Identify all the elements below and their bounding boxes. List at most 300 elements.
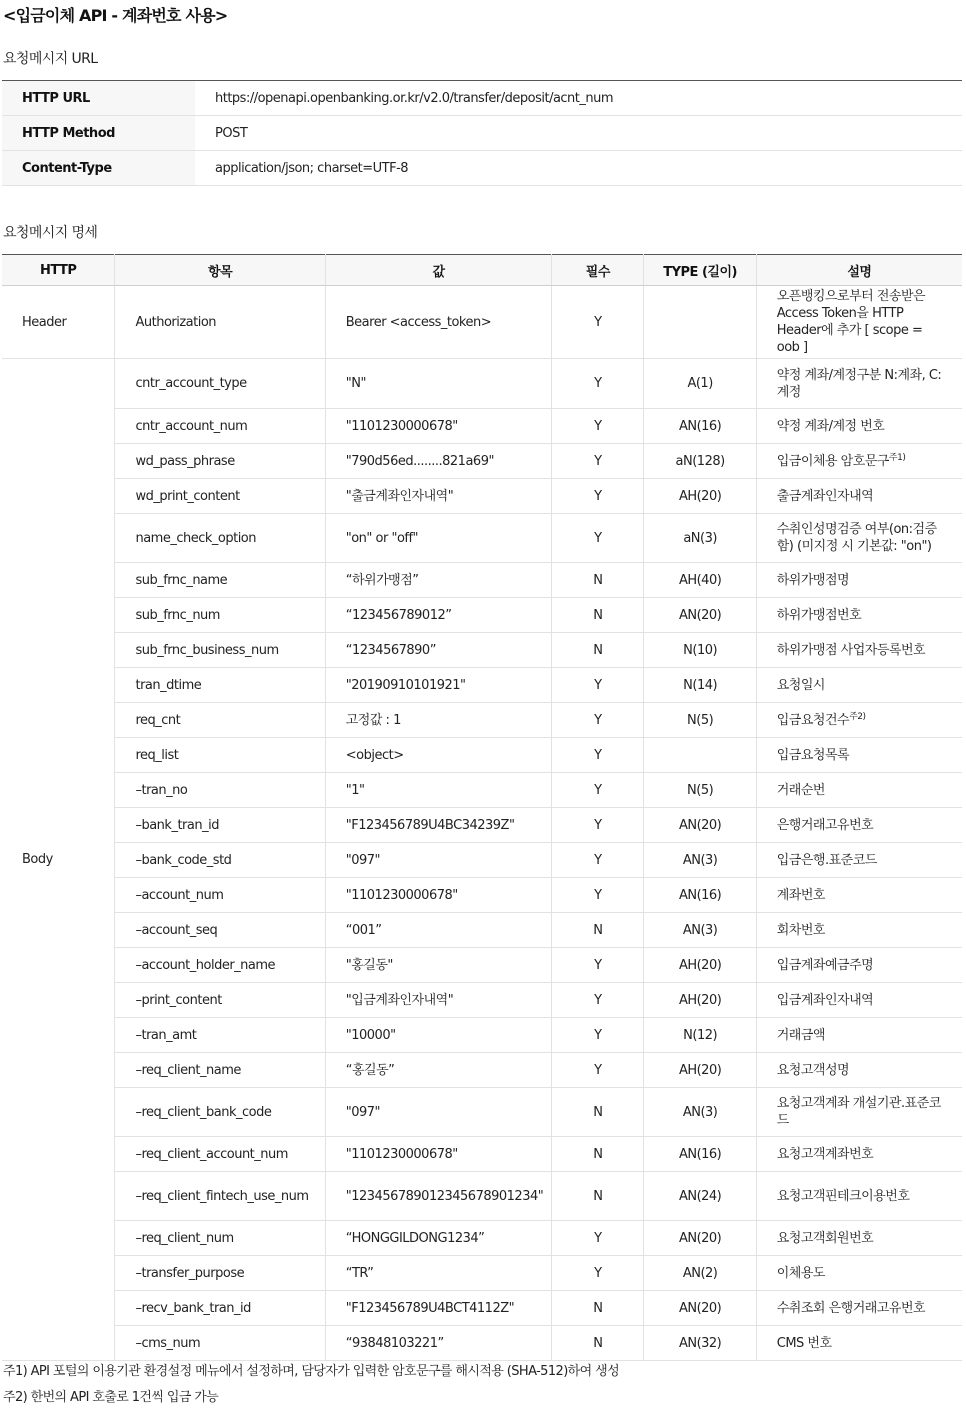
type-cell	[644, 479, 756, 514]
description-cell-text: 요청고객성명	[776, 1062, 850, 1078]
footnote-1: 주1) API 포털의 이용기관 환경설정 메뉴에서 설정하며, 담당자가 입력한 암호문구를 해시적용 (SHA-512)하여 생성	[3, 1364, 620, 1379]
value-cell-text: “123456789012”	[345, 607, 452, 623]
field-cell-text: –account_num	[135, 887, 224, 903]
table-row	[2, 286, 962, 359]
required-cell-text: Y	[594, 817, 602, 833]
field-cell	[115, 514, 325, 563]
description-cell	[756, 1172, 962, 1221]
value-cell-text: “HONGGILDONG1234”	[345, 1230, 485, 1246]
field-cell	[115, 1291, 325, 1326]
required-cell	[552, 1137, 644, 1172]
field-cell	[115, 668, 325, 703]
type-cell-text: N(5)	[687, 782, 714, 798]
required-cell	[552, 773, 644, 808]
description-cell-text: 입금이체용 암호문구	[776, 453, 889, 469]
type-cell	[644, 1256, 756, 1291]
required-cell-text: N	[593, 1335, 603, 1351]
type-cell	[644, 1326, 756, 1361]
type-cell	[644, 668, 756, 703]
description-cell-text: 요청고객회원번호	[776, 1230, 874, 1246]
required-cell-text: Y	[594, 852, 602, 868]
value-cell	[325, 1053, 551, 1088]
required-cell	[552, 633, 644, 668]
required-cell	[552, 1221, 644, 1256]
table-row	[2, 703, 962, 738]
table-row	[2, 151, 962, 186]
value-cell-text: “1234567890”	[345, 642, 436, 658]
type-cell	[644, 598, 756, 633]
value-cell	[325, 1018, 551, 1053]
table-row	[2, 668, 962, 703]
required-cell	[552, 514, 644, 563]
page-title: <입금이체 API - 계좌번호 사용>	[3, 6, 228, 25]
field-cell	[115, 409, 325, 444]
value-cell	[325, 444, 551, 479]
field-cell	[115, 878, 325, 913]
value-cell-text: "F123456789U4BC34239Z"	[345, 817, 515, 833]
type-cell	[644, 808, 756, 843]
value-cell	[325, 1221, 551, 1256]
field-cell-text: –tran_amt	[135, 1027, 197, 1043]
table-row	[2, 1326, 962, 1361]
description-cell	[756, 843, 962, 878]
description-cell	[756, 983, 962, 1018]
field-cell-text: cntr_account_type	[135, 376, 247, 391]
table-row	[2, 444, 962, 479]
value-cell	[325, 633, 551, 668]
table-row	[2, 598, 962, 633]
type-cell	[644, 948, 756, 983]
value-cell	[325, 668, 551, 703]
type-cell-text: AN(3)	[682, 1104, 718, 1120]
field-cell-text: req_cnt	[135, 712, 181, 728]
field-cell	[115, 359, 325, 409]
description-cell-text: 오픈뱅킹으로부터 전송받은 Access Token을 HTTP Header에 추가 [ scope = oob ]	[776, 289, 926, 355]
description-cell-text: 입금계좌인자내역	[776, 992, 874, 1008]
field-cell	[115, 738, 325, 773]
type-cell-text: N(5)	[687, 712, 714, 728]
value-cell	[325, 843, 551, 878]
description-cell	[756, 444, 962, 479]
required-cell	[552, 359, 644, 409]
description-cell	[756, 703, 962, 738]
field-cell-text: –req_client_num	[135, 1230, 234, 1246]
required-cell-text: Y	[594, 530, 602, 546]
type-cell	[644, 286, 756, 359]
description-cell-text: 하위가맹점번호	[776, 607, 862, 623]
field-cell-text: –cms_num	[135, 1335, 201, 1351]
description-cell	[756, 563, 962, 598]
required-cell	[552, 1256, 644, 1291]
required-cell	[552, 409, 644, 444]
value-cell	[325, 878, 551, 913]
description-cell	[756, 598, 962, 633]
table-row	[2, 843, 962, 878]
field-cell	[115, 703, 325, 738]
value-cell-text: “TR”	[345, 1265, 374, 1281]
table-row	[2, 359, 962, 409]
value-cell	[325, 514, 551, 563]
type-cell	[644, 1172, 756, 1221]
required-cell-text: Y	[594, 376, 602, 391]
required-cell-text: N	[593, 642, 603, 658]
required-cell	[552, 1291, 644, 1326]
description-cell	[756, 1221, 962, 1256]
description-cell	[756, 1053, 962, 1088]
table-row	[2, 563, 962, 598]
description-cell-text: 거래금액	[776, 1027, 825, 1043]
table-row	[2, 808, 962, 843]
required-cell-text: N	[593, 922, 603, 938]
required-cell	[552, 1018, 644, 1053]
description-cell	[756, 514, 962, 563]
description-cell	[756, 948, 962, 983]
footnote-2: 주2) 한번의 API 호출로 1건씩 입금 가능	[3, 1390, 219, 1405]
value-cell	[325, 359, 551, 409]
type-cell	[644, 878, 756, 913]
description-cell	[756, 738, 962, 773]
value-cell	[325, 1137, 551, 1172]
value-cell-text: “93848103221”	[345, 1335, 444, 1351]
description-cell-text: CMS 번호	[776, 1335, 832, 1351]
description-cell-text: 은행거래고유번호	[776, 817, 874, 833]
required-cell-text: Y	[594, 712, 602, 728]
field-cell	[115, 598, 325, 633]
required-cell-text: Y	[594, 957, 602, 973]
field-cell	[115, 948, 325, 983]
footnote-marker: 주2)	[849, 711, 866, 722]
required-cell	[552, 1053, 644, 1088]
type-cell-text: AN(20)	[678, 1230, 722, 1246]
table-row	[2, 948, 962, 983]
field-cell-text: Authorization	[135, 314, 217, 330]
type-cell-text: AN(16)	[678, 418, 722, 434]
field-cell-text: cntr_account_num	[135, 418, 248, 434]
description-cell	[756, 1326, 962, 1361]
description-cell	[756, 479, 962, 514]
description-cell-text: 하위가맹점 사업자등록번호	[776, 642, 926, 658]
value-cell	[325, 286, 551, 359]
field-cell	[115, 773, 325, 808]
type-cell	[644, 514, 756, 563]
type-cell	[644, 633, 756, 668]
type-cell-text: AN(3)	[682, 922, 718, 938]
required-cell-text: Y	[594, 992, 602, 1008]
table-row	[2, 773, 962, 808]
description-cell	[756, 359, 962, 409]
field-cell-text: –print_content	[135, 992, 222, 1008]
type-cell-text: AN(20)	[678, 1300, 722, 1316]
type-cell-text: A(1)	[687, 376, 713, 391]
value-cell	[325, 598, 551, 633]
required-cell	[552, 913, 644, 948]
value-cell-text: "1101230000678"	[345, 418, 458, 434]
required-cell	[552, 948, 644, 983]
url-section-title: 요청메시지 URL	[3, 51, 98, 67]
description-cell	[756, 1291, 962, 1326]
value-cell	[325, 1326, 551, 1361]
required-cell-text: Y	[594, 418, 602, 434]
value-cell-text: “하위가맹점”	[345, 572, 419, 588]
field-cell	[115, 1088, 325, 1137]
type-cell-text: AH(20)	[678, 957, 722, 973]
field-cell	[115, 1137, 325, 1172]
method-key: HTTP Method	[2, 116, 195, 151]
description-cell	[756, 668, 962, 703]
type-cell	[644, 563, 756, 598]
description-cell-text: 수취인성명검증 여부(on:검증함) (미지정 시 기본값: "on")	[776, 522, 937, 554]
description-cell	[756, 1088, 962, 1137]
value-cell	[325, 563, 551, 598]
value-cell-text: "입금계좌인자내역"	[345, 992, 454, 1008]
type-cell-text: aN(128)	[675, 453, 725, 469]
value-cell	[325, 703, 551, 738]
required-cell-text: Y	[594, 1230, 602, 1246]
required-cell-text: N	[593, 1300, 603, 1316]
value-cell	[325, 738, 551, 773]
field-cell-text: –recv_bank_tran_id	[135, 1300, 251, 1316]
field-cell-text: –account_holder_name	[135, 957, 276, 973]
field-cell-text: wd_pass_phrase	[135, 453, 235, 469]
field-cell	[115, 1053, 325, 1088]
table-row	[2, 633, 962, 668]
field-cell	[115, 1018, 325, 1053]
required-cell	[552, 808, 644, 843]
content-type-value: application/json; charset=UTF-8	[195, 151, 962, 186]
column-header: 항목	[115, 255, 325, 286]
description-cell	[756, 1018, 962, 1053]
column-header: 설명	[756, 255, 962, 286]
field-cell	[115, 286, 325, 359]
type-cell-text: AN(24)	[678, 1188, 722, 1204]
field-cell	[115, 1172, 325, 1221]
table-row	[2, 514, 962, 563]
value-cell-text: "홍길동"	[345, 957, 393, 973]
value-cell-text: "1101230000678"	[345, 887, 458, 903]
required-cell	[552, 563, 644, 598]
field-cell	[115, 808, 325, 843]
value-cell	[325, 983, 551, 1018]
required-cell-text: Y	[594, 453, 602, 469]
value-cell-text: “홍길동”	[345, 1062, 395, 1078]
type-cell	[644, 1221, 756, 1256]
value-cell-text: "097"	[345, 852, 381, 868]
value-cell-text: "출금계좌인자내역"	[345, 488, 454, 504]
type-cell	[644, 409, 756, 444]
table-row	[2, 983, 962, 1018]
table-row	[2, 1172, 962, 1221]
description-cell	[756, 1137, 962, 1172]
type-cell	[644, 773, 756, 808]
value-cell-text: "1101230000678"	[345, 1146, 458, 1162]
description-cell-text: 요청고객핀테크이용번호	[776, 1188, 910, 1204]
description-cell-text: 회차번호	[776, 922, 825, 938]
value-cell	[325, 913, 551, 948]
type-cell	[644, 1137, 756, 1172]
required-cell-text: N	[593, 607, 603, 623]
column-header: HTTP	[2, 255, 115, 286]
field-cell-text: –tran_no	[135, 782, 188, 798]
http-group-header: Header	[2, 286, 115, 359]
required-cell	[552, 479, 644, 514]
type-cell-text: AH(20)	[678, 992, 722, 1008]
description-cell-text: 입금은행.표준코드	[776, 852, 877, 868]
description-cell-text: 요청고객계좌 개설기관.표준코드	[776, 1096, 941, 1128]
field-cell	[115, 1256, 325, 1291]
description-cell-text: 이체용도	[776, 1265, 825, 1281]
type-cell	[644, 843, 756, 878]
type-cell	[644, 359, 756, 409]
type-cell	[644, 983, 756, 1018]
table-row	[2, 1221, 962, 1256]
value-cell	[325, 409, 551, 444]
required-cell	[552, 1172, 644, 1221]
required-cell	[552, 668, 644, 703]
field-cell-text: –req_client_name	[135, 1062, 241, 1078]
value-cell	[325, 1291, 551, 1326]
value-cell-text: <object>	[345, 747, 404, 763]
http-group-body: Body	[2, 359, 115, 1361]
required-cell	[552, 1326, 644, 1361]
description-cell-text: 입금요청목록	[776, 747, 850, 763]
field-cell-text: –req_client_bank_code	[135, 1104, 272, 1120]
required-cell	[552, 286, 644, 359]
type-cell-text: AN(16)	[678, 887, 722, 903]
value-cell	[325, 1172, 551, 1221]
field-cell-text: sub_frnc_business_num	[135, 642, 279, 658]
field-cell	[115, 1221, 325, 1256]
value-cell-text: "10000"	[345, 1027, 396, 1043]
type-cell	[644, 913, 756, 948]
type-cell	[644, 738, 756, 773]
field-cell	[115, 843, 325, 878]
required-cell-text: Y	[594, 314, 602, 330]
field-cell-text: tran_dtime	[135, 677, 202, 693]
description-cell-text: 하위가맹점명	[776, 572, 850, 588]
value-cell-text: Bearer <access_token>	[345, 314, 492, 330]
type-cell	[644, 1053, 756, 1088]
type-cell-text: AN(32)	[678, 1335, 722, 1351]
field-cell-text: sub_frnc_name	[135, 572, 228, 588]
table-row	[2, 409, 962, 444]
required-cell	[552, 843, 644, 878]
footnote-marker: 주1)	[888, 452, 906, 463]
field-cell-text: –bank_tran_id	[135, 817, 219, 833]
value-cell-text: "097"	[345, 1104, 381, 1120]
table-row	[2, 116, 962, 151]
type-cell-text: N(12)	[683, 1027, 718, 1043]
description-cell-text: 입금계좌예금주명	[776, 957, 874, 973]
type-cell-text: AN(2)	[682, 1265, 718, 1281]
value-cell	[325, 773, 551, 808]
field-cell	[115, 633, 325, 668]
table-row	[2, 1291, 962, 1326]
type-cell	[644, 1088, 756, 1137]
description-cell	[756, 1256, 962, 1291]
required-cell-text: Y	[594, 1027, 602, 1043]
field-cell-text: –transfer_purpose	[135, 1265, 245, 1281]
description-cell-text: 수취조회 은행거래고유번호	[776, 1300, 926, 1316]
required-cell	[552, 1088, 644, 1137]
value-cell	[325, 1256, 551, 1291]
type-cell-text: AH(20)	[678, 1062, 722, 1078]
value-cell-text: "F123456789U4BCT4112Z"	[345, 1300, 515, 1316]
description-cell-text: 입금요청건수	[776, 712, 850, 728]
type-cell	[644, 1291, 756, 1326]
column-header: TYPE (길이)	[644, 255, 756, 286]
url-value: https://openapi.openbanking.or.kr/v2.0/transfer/deposit/acnt_num	[215, 90, 614, 106]
value-cell	[325, 948, 551, 983]
required-cell-text: Y	[594, 677, 602, 693]
type-cell-text: AH(20)	[678, 488, 722, 504]
required-cell	[552, 444, 644, 479]
field-cell-text: –bank_code_std	[135, 852, 232, 868]
description-cell	[756, 633, 962, 668]
type-cell	[644, 444, 756, 479]
required-cell-text: N	[593, 1104, 603, 1120]
table-row	[2, 1256, 962, 1291]
type-cell-text: AN(20)	[678, 607, 722, 623]
table-row	[2, 1053, 962, 1088]
type-cell-text: N(10)	[683, 642, 718, 658]
description-cell-text: 요청고객계좌번호	[776, 1146, 874, 1162]
field-cell-text: req_list	[135, 747, 179, 763]
field-cell	[115, 1326, 325, 1361]
required-cell-text: Y	[594, 887, 602, 903]
field-cell-text: –req_client_fintech_use_num	[135, 1188, 309, 1204]
type-cell-text: aN(3)	[683, 530, 717, 546]
type-cell-text: N(14)	[683, 677, 718, 693]
description-cell-text: 계좌번호	[776, 887, 825, 903]
description-cell	[756, 913, 962, 948]
value-cell	[325, 1088, 551, 1137]
table-row	[2, 738, 962, 773]
table-row	[2, 878, 962, 913]
content-type-key: Content-Type	[2, 151, 195, 186]
type-cell-text: AH(40)	[678, 572, 722, 588]
field-cell-text: wd_print_content	[135, 488, 240, 504]
description-cell-text: 출금계좌인자내역	[776, 488, 874, 504]
description-cell	[756, 409, 962, 444]
value-cell-text: "123456789012345678901234"	[345, 1188, 544, 1204]
required-cell-text: Y	[594, 1265, 602, 1281]
type-cell-text: AN(20)	[678, 817, 722, 833]
value-cell-text: 고정값 : 1	[345, 712, 401, 728]
table-header-row	[2, 255, 962, 286]
type-cell-text: AN(16)	[678, 1146, 722, 1162]
value-cell-text: "20190910101921"	[345, 677, 466, 693]
field-cell	[115, 444, 325, 479]
field-cell	[115, 479, 325, 514]
required-cell-text: Y	[594, 782, 602, 798]
description-cell-text: 요청일시	[776, 677, 825, 693]
required-cell-text: Y	[594, 747, 602, 763]
required-cell-text: N	[593, 1188, 603, 1204]
description-cell	[756, 286, 962, 359]
table-row	[2, 913, 962, 948]
required-cell	[552, 878, 644, 913]
field-cell-text: –account_seq	[135, 922, 218, 938]
value-cell-text: “001”	[345, 922, 382, 938]
table-row	[2, 1018, 962, 1053]
description-cell	[756, 773, 962, 808]
description-cell-text: 약정 계좌/계정 번호	[776, 418, 885, 434]
field-cell-text: –req_client_account_num	[135, 1146, 288, 1162]
table-row	[2, 1137, 962, 1172]
required-cell-text: N	[593, 1146, 603, 1162]
required-cell-text: N	[593, 572, 603, 588]
table-row	[2, 479, 962, 514]
